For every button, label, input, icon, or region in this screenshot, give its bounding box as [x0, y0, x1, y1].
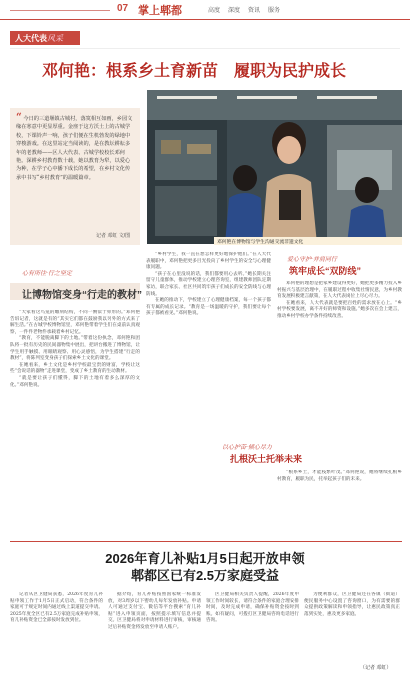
news-photo — [147, 90, 402, 244]
paragraph: 在她看来，人大代表就是要把百姓的需求放在心上。“乡村学校要发展，离不开好的师资和设施。”她多次在会上建言，推动乡村学校办学条件持续改善。 — [277, 300, 402, 319]
subhead-deco: 爱心守护·并肩同行 — [287, 256, 337, 263]
paragraph: “教育，不能脱离脚下的土地。”带着这份执念，邓何艳和团队将一批有历史的民间器物集中展出，把讲台搬进了博物馆，让学生用手触摸、用眼睛观察、用心灵感悟，为学生搭建“行走的教材”，将陈列室变身孩子们探索乡土文化的课堂。 — [10, 336, 140, 362]
paragraph: 记者从区卫健局获悉，2026年度育儿补贴申领工作于1月5日正式启动，符合条件的家庭可于规定时间内通过线上渠道提交申请。2025年度全区已有2.5万家庭完成补贴申领，育儿补贴资金已全部按时发放到位。 — [10, 592, 103, 624]
photo-caption: 邓何艳在博物馆与学生沟通交流非遗文化 — [214, 237, 402, 245]
paragraph: “大家看这鸟笼的雕刻结构，不同一侧似于卯形的。”邓何艳告诉记者，这就是有的“其实它们都在鼓励我以另外的方式来了解生活。”在古城学校博物馆里，邓何艳带着学生们在桌前认真观察，一件件老物件承载着乡村记忆。 — [10, 310, 140, 335]
column-banner — [10, 31, 80, 45]
header-tag: 资讯 — [248, 8, 261, 14]
article-column — [206, 592, 299, 670]
story-headline: 邓何艳：根系乡土育新苗 履职为民护成长 — [42, 63, 347, 80]
subhead: 筑牢成长“双防线” — [289, 266, 362, 276]
paragraph: “就是要让孩子们懂得，脚下的土地有着多么深厚的文化。”邓何艳说。 — [10, 375, 140, 388]
header-tag: 高度 — [208, 8, 221, 14]
paragraph: “乡村学生，我一直在想怎样更好地保护他们。”在人大代表履职中，邓何艳把更多目光投向了乡村学生的安全与心理健康问题。 — [146, 252, 271, 271]
subhead-deco: 以心护苗·倾心尽力 — [222, 444, 272, 451]
header-tag: 服务 — [268, 8, 281, 14]
subhead-deco: 心有所往·行之坚定 — [22, 270, 72, 277]
article-column — [10, 310, 140, 536]
paragraph: 为便利群众，区卫健局还在各镇（街道）便民服务中心设置了咨询窗口，为有需要的群众提供政策解读和申领指导，让惠民政策真正落到实处，惠及更多家庭。 — [304, 592, 400, 617]
article-column — [108, 592, 201, 670]
paragraph: 据介绍，育儿补贴按照国家统一标准发放，对3周岁以下婴幼儿每年发放补贴。申请人可通过支付宝、微信等平台搜索“育儿补贴”进入申领页面，按照提示填写信息并提交。区卫健局将对申请材料进行审核，审核通过后补贴资金将发放至申请人账户。 — [108, 592, 201, 630]
story2-headline — [0, 550, 410, 584]
divider — [10, 48, 400, 49]
subhead: 让博物馆变身“行走的教材” — [22, 290, 142, 301]
headline-line: 郫都区已有2.5万家庭受益 — [130, 568, 280, 583]
paragraph: 在她的推动下，学校建立了心理健康档案，每一个孩子都有专属的成长记录。“教育是一场温暖的守护，我们要让每个孩子都被看见。”邓何艳说。 — [146, 298, 271, 317]
quote-mark: “ — [16, 112, 22, 123]
paragraph: “根系乡土，才能枝繁叶茂。”邓何艳说，她将继续扎根乡村教育，履职为民，托举起孩子们的未来。 — [277, 470, 402, 482]
section-title: 掌上郫都 — [138, 5, 182, 17]
byline: （记者 邓虹） — [360, 665, 392, 671]
paragraph: 邓何艳的理想是把家乡建设得更好，她把更多精力投入乡村振兴与基层治理中，在履职过程中收集社情民意，为乡村教育发展积极建言献策，在人大代表岗位上尽心尽力。 — [277, 281, 402, 300]
byline: 记者 邓虹 文/图 — [96, 233, 131, 239]
header-rule — [10, 10, 110, 11]
page-number: 07 — [117, 3, 129, 14]
paragraph: 区卫健局相关负责人提醒，2026年度申领工作时间较长，请符合条件的家庭合理安排时间，及时完成申请，确保补贴资金按时到账。如有疑问，可拨打区卫健局咨询电话进行咨询。 — [206, 592, 299, 624]
header-tag: 深度 — [228, 8, 241, 14]
article-column — [146, 252, 271, 536]
paragraph: 在她看来，乡土文化是乡村学校最宝贵的财富，学校让这些“会说话的器物”走进课堂，变成了乡土教育的生动教材。 — [10, 362, 140, 375]
story-separator — [10, 541, 402, 542]
article-column — [277, 470, 402, 536]
subhead: 扎根沃土托举未来 — [230, 454, 303, 464]
lead-text: 今日的三道堰镇古城村，落寞相互如画，乡园文缘在寒意中更显厚重。金座于这方沃土上的古城学校，下课铃声一响，孩子们便在生机勃发的绿地中穿梭游戏。在这里站定当阅读的，是在教坛耕耘多年的老教师——区人大代表、古城学校校长邓何艳。深耕乡村教育数十载，她以教育为犁，以爱心为种，在学子心中播下成长的希望，在乡村文化传承中书写“乡村教育”的温暖篇章。 — [16, 116, 133, 181]
article-column — [10, 592, 103, 670]
paragraph: “孩子在心里没说的话，我们都要用心去听。”她长期关注留守儿童群体，推动学校建立心理咨询室，组建教师团队定期家访，联合家长、社区共同筑牢孩子们成长的安全防线与心理防线。 — [146, 271, 271, 297]
headline-line: 2026年育儿补贴1月5日起开放申领 — [105, 551, 305, 566]
page-header — [0, 0, 410, 20]
lead-box — [10, 108, 140, 245]
banner-label: 人大代表 — [15, 34, 47, 43]
banner-deco: 风采 — [47, 34, 63, 43]
article-column — [277, 281, 402, 431]
article-column — [304, 592, 400, 662]
